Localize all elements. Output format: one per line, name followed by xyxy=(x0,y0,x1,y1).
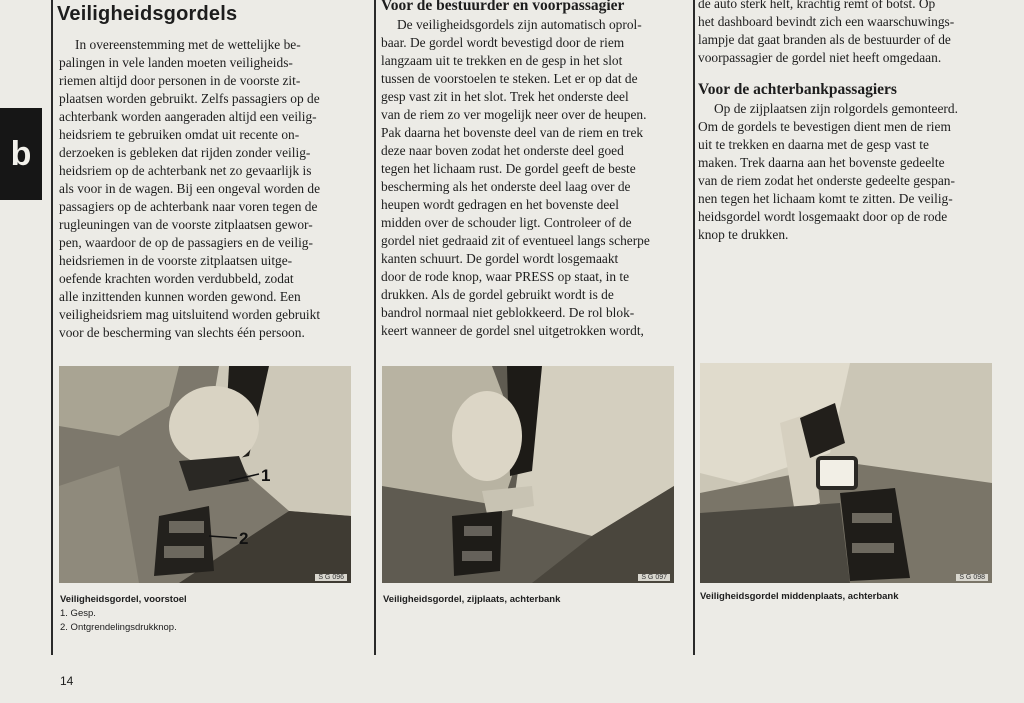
rear-paragraph: Op de zijplaatsen zijn rolgordels gemonteerd. Om de gordels te bevestigen dient men de riem uit te trekken en daarna met de gesp vast te maken. Trek daarna aan het bovenste gedeelte van de riem zodat het onderste gedeelte gespan- nen tegen het lichaam komt te zitten. De veilig- heidsgordel wordt losgemaakt door op de rode knop te drukken. xyxy=(698,101,958,242)
figure-caption: Veiligheidsgordel, voorstoel xyxy=(60,594,187,605)
continued-paragraph: de auto sterk helt, krachtig remt of botst. Op het dashboard bevindt zich een waarschuwings- lampje dat gaat branden als de bestuurder of de voorpassagier de gordel niet heeft omgedaan. xyxy=(698,0,955,65)
rear-heading: Voor de achterbankpassagiers xyxy=(698,81,897,98)
intro-paragraph: In overeenstemming met de wettelijke be- palingen in vele landen moeten veiligheids- riemen altijd door personen in de voorste zit- plaatsen worden gebruikt. Zelfs passagiers op de achterbank worden aangeraden altijd een veilig- heidsriem te gebruiken omdat uit recente on- derzoeken is gebleken dat rijden zonder veilig- heidsriem op de achterbank net zo gevaarlijk is als voor in de wagen. Bij een ongeval worden de passagiers op de achterbank naar voren tegen de rugleuningen van de voorste zitplaatsen gewor- pen, waardoor de op de passagiers en de veilig- heidsriemen in de voorste zitplaatsen uitge- oefende krachten worden verdubbeld, zodat alle inzittenden kunnen worden gewond. Een veiligheidsriem mag uitsluitend worden gebruikt voor de bescherming van slechts één persoon. xyxy=(59,37,321,340)
column-3 xyxy=(698,0,998,244)
figure-code: S G 098 xyxy=(956,574,988,581)
figure-2-caption-block xyxy=(383,593,673,607)
figure-code: S G 096 xyxy=(315,574,347,581)
driver-heading: Voor de bestuurder en voorpassagier xyxy=(381,0,625,14)
column-2 xyxy=(381,0,686,340)
figure-code: S G 097 xyxy=(638,574,670,581)
figure-3-caption-block xyxy=(700,590,990,604)
figure-1-caption-block xyxy=(60,593,350,635)
legend-item: 1. Gesp. xyxy=(60,608,96,619)
column-rule-3 xyxy=(693,0,695,655)
page-number: 14 xyxy=(60,674,74,688)
page-title: Veiligheidsgordels xyxy=(57,3,238,25)
figure-caption: Veiligheidsgordel, zijplaats, achterbank xyxy=(383,594,561,605)
figure-rear-side-photo xyxy=(382,366,674,583)
figure-caption: Veiligheidsgordel middenplaats, achterbank xyxy=(700,591,899,602)
figure-front-seat-photo xyxy=(59,366,351,583)
column-rule-2 xyxy=(374,0,376,655)
callout-2: 2 xyxy=(239,529,249,548)
column-1 xyxy=(57,2,357,342)
section-tab: b xyxy=(0,108,42,200)
driver-paragraph: De veiligheidsgordels zijn automatisch oprol- baar. De gordel wordt bevestigd door de riem langzaam uit te trekken en de gesp in het slot tussen de voorstoelen te steken. Let er op dat de gesp vast zit in het slot. Trek het onderste deel van de riem zo ver mogelijk neer over de heupen. Pak daarna het bovenste deel van de riem en trek deze naar boven zodat het onderste deel goed tegen het lichaam rust. De gordel geeft de beste bescherming als het onderste deel laag over de heupen wordt gedragen en het bovenste deel midden over de schouder ligt. Controleer of de gordel niet gedraaid zit of eventueel langs scherpe kanten schuurt. De gordel wordt losgemaakt door de rode knop, waar PRESS op staat, in te drukken. Als de gordel gebruikt wordt is de bandrol normaal niet geblokkeerd. De rol blok- keert wanneer de gordel snel uitgetrokken wordt, xyxy=(381,17,650,338)
figure-rear-middle-photo xyxy=(700,363,992,583)
legend-item: 2. Ontgrendelingsdrukknop. xyxy=(60,622,177,633)
column-rule-1 xyxy=(51,0,53,655)
callout-1: 1 xyxy=(261,466,271,485)
